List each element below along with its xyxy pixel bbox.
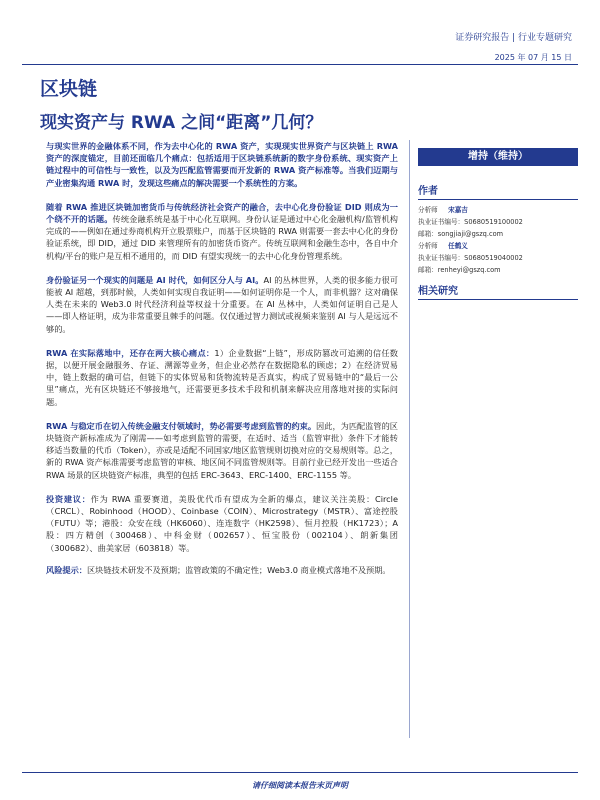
summary-text: 实现现实世界资产与区块链上 RWA 资产的深度锚定，目前还面临几个痛点：包括适用于区块链系统新的数字身份系统、现实资产上链过程中的可信性与一致性，以及为匹配监管需要而开发新的 RWA 资产标准等。当我们迈期与产业密集沟通 RWA 时，发现这些痛点的解决需要一个系统性的方案。 (46, 141, 398, 188)
investment-advice-text: 作为 RWA 重要赛道，美股优代币有望成为全新的爆点，建议关注美股：Circle（CRCL）、Robinhood（HOOD）、Coinbase（COIN）、Microstrategy（MSTR）、富途控股（FUTU）等；港股：众安在线（HK6060）、连连数字（HK2598）、恒月控股（HK1723）；A 股：四方精创（300468）、中科金财（002657）、恒宝股份（002104）、朗新集团（300682）、曲美家居（603818）等。 (46, 493, 398, 553)
investment-advice-lead: 投资建议： (46, 493, 91, 504)
pain-points-paragraph (46, 347, 398, 408)
analyst-1-email-label: 邮箱： (418, 230, 438, 238)
analyst-1 (418, 204, 578, 216)
authors-header (418, 182, 578, 200)
authors-title: 作者 (418, 186, 438, 197)
did-lead: 随着 RWA 推进区块链加密货币与传统经济社会资产的融合，去中心化身份验证 DID 则成为一个绕不开的话题。 (46, 201, 398, 225)
page-subtitle: 现实资产与 RWA 之间“距离”几何？ (40, 113, 323, 133)
analyst-2-cert-number: S0680519040002 (464, 254, 523, 262)
sidebar (418, 140, 578, 300)
summary-lead: 与现实世界的金融体系不同，作为去中心化的 RWA 资产， (46, 141, 266, 151)
analyst-1-role: 分析师 (418, 206, 438, 214)
page-title: 区块链 (40, 78, 98, 100)
analyst-1-name: 宋嘉吉 (448, 206, 468, 214)
report-header (455, 30, 572, 63)
related-title: 相关研究 (418, 286, 458, 297)
related-header (418, 282, 578, 300)
regulation-lead: RWA 与稳定币在切入传统金融支付领域时，势必需要考虑到监管的约束。 (46, 420, 317, 431)
regulation-paragraph (46, 420, 398, 481)
analyst-2 (418, 240, 578, 252)
report-date: 2025 年 07 月 15 日 (494, 53, 572, 62)
report-category: 证券研究报告 | 行业专题研究 (455, 33, 572, 43)
analyst-2-email (418, 264, 578, 276)
risk-lead: 风险提示： (46, 564, 87, 575)
ai-identity-text: AI 的丛林世界，人类的很多能力很可能被 AI 超越，到那时候，人类如何实现自我证明——如何证明你是一个人，而非机器？这对确保人类在未来的 Web3.0 时代经济利益等权益十分重要。在 AI 丛林中，人类如何证明自己是人——即人格证明，成为非常重要且棘手的问题。仅仅通过智力测试或视频来鉴别 AI 与人是远远不够的。 (46, 274, 398, 334)
analyst-2-name: 任鹤义 (448, 242, 468, 250)
analyst-2-email-label: 邮箱： (418, 266, 438, 274)
analyst-1-cert-number: S0680519100002 (464, 218, 523, 226)
regulation-text: 因此，为匹配监管的区块链资产新标准成为了刚需——如考虑到监管的需要，在适时、适当（监管审批）条件下才能转移适当数量的代币（Token），亦或是适配不同国家/地区监管规则切换对应的交易规则等。总之，新的 RWA 资产标准需要考虑监管的审核、地区间不同监管规则等。目前行业已经开发出一些适合 RWA 场景的区块链资产标准，典型的包括 ERC-3643、ERC-1400、ERC-1155 等。 (46, 420, 398, 480)
ai-identity-lead: 身份验证另一个现实的问题是 AI 时代，如何区分人与 AI。 (46, 274, 264, 285)
pain-points-lead: RWA 在实际落地中，还存在两大核心痛点： (46, 347, 215, 358)
pain-points-text: 1）企业数据“上链”，形成防篡改可追溯的信任数据，以便开展金融服务、存证、溯源等业务，但企业必然存在数据隐私的顾虑；2）在经济贸易中，链上数据的确可信，但链下的实体贸易和货物流转是否真实，构成了贸易链中的“最后一公里”痛点，光有区块链还不够接地气，还需要更多技术手段和机制来解决应用落地对接的实际问题。 (46, 347, 398, 407)
analyst-1-email-address[interactable]: songjiaji@gszq.com (437, 230, 504, 238)
column-divider (409, 140, 410, 738)
analyst-2-cert-label: 执业证书编号： (418, 254, 465, 262)
analyst-2-cert (418, 252, 578, 264)
analyst-1-cert (418, 216, 578, 228)
analyst-1-email (418, 228, 578, 240)
ai-identity-paragraph (46, 274, 398, 335)
footer-disclaimer: 请仔细阅读本报告末页声明 (252, 781, 348, 790)
analyst-1-cert-label: 执业证书编号： (418, 218, 465, 226)
analyst-2-role: 分析师 (418, 242, 438, 250)
risk-text: 区块链技术研发不及预期；监管政策的不确定性；Web3.0 商业模式落地不及预期。 (86, 564, 391, 575)
analyst-2-email-address[interactable]: renheyi@gszq.com (437, 266, 501, 274)
investment-advice-paragraph (46, 493, 398, 554)
footer-rule (22, 772, 578, 773)
did-text: 传统金融系统是基于中心化互联网。身份认证是通过中心化金融机构/监管机构完成的——例如在通过券商机构开立股票账户，而基于区块链的 RWA 则需要一套去中心化的身份验证系统，即 DID，通过 DID 来管理所有的加密货币资产。传统互联网和金融生态中，各自中介机构/平台的账户是互相不通用的，而 DID 有望实现统一的去中心化身份管理系统。 (46, 214, 398, 261)
risk-paragraph (46, 564, 398, 576)
summary-paragraph (46, 140, 398, 189)
did-paragraph (46, 201, 398, 262)
header-rule (22, 64, 578, 65)
rating-badge: 增持（维持） (418, 148, 578, 166)
report-body (46, 140, 398, 588)
